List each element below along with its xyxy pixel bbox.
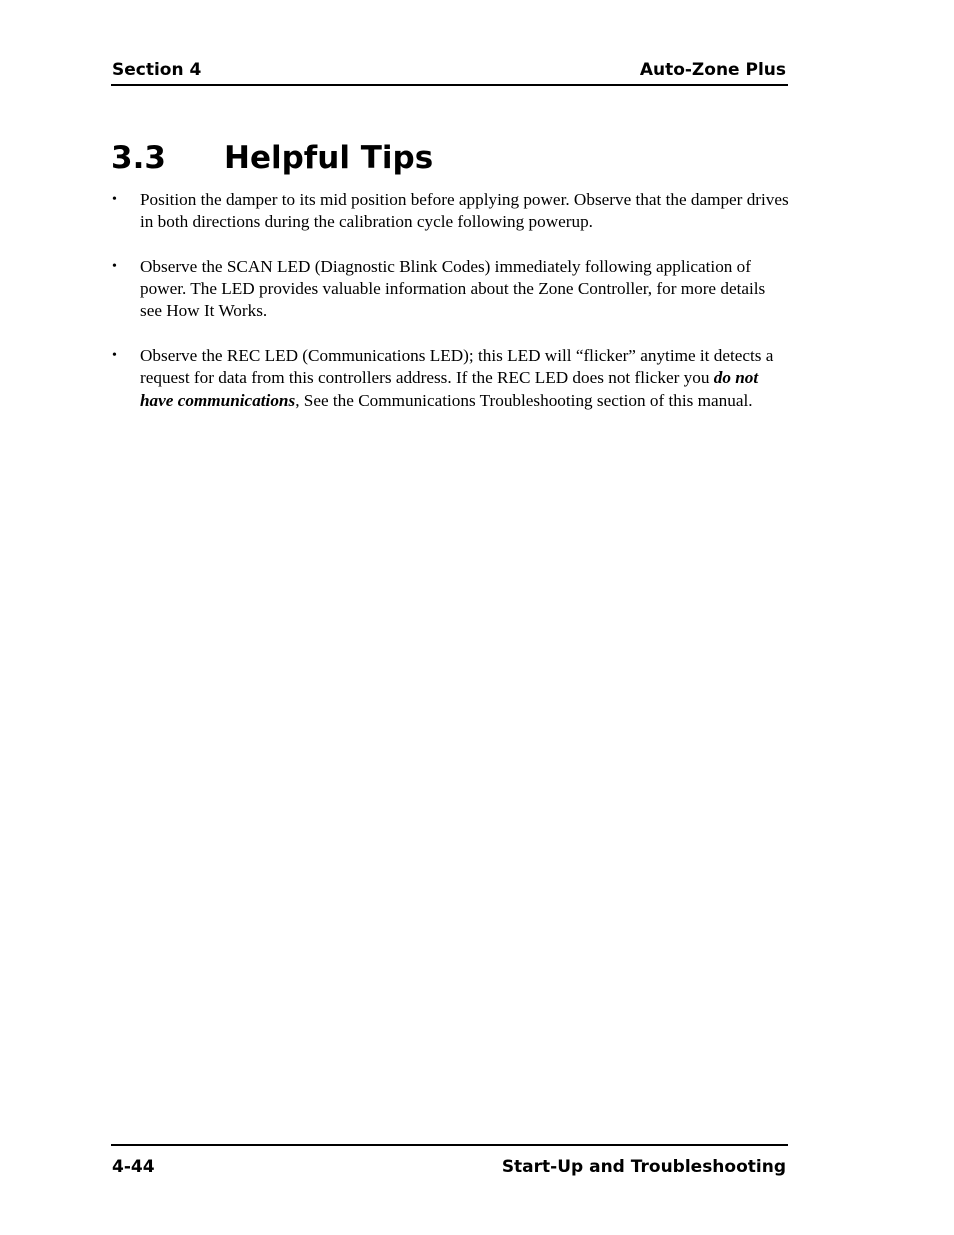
bullet-icon: • — [112, 192, 117, 207]
page-header — [111, 58, 788, 86]
heading-title: Helpful Tips — [224, 140, 434, 176]
bullet-icon: • — [112, 258, 117, 274]
tip-text-after: , See the Communications Troubleshooting section of this manual. — [295, 390, 753, 410]
page-footer — [111, 1144, 788, 1176]
list-item — [111, 256, 791, 323]
product-name: Auto-Zone Plus — [639, 60, 786, 80]
list-item — [111, 345, 791, 412]
chapter-title: Start-Up and Troubleshooting — [501, 1157, 786, 1177]
section-label: Section 4 — [112, 60, 202, 80]
page-number: 4-44 — [112, 1157, 155, 1177]
tip-text — [140, 346, 773, 410]
tips-list — [111, 189, 791, 434]
tip-emphasis: do not have communications — [140, 368, 759, 410]
heading-number: 3.3 — [111, 140, 166, 176]
tip-text: Observe the SCAN LED (Diagnostic Blink Codes) immediately following application of power. The LED provides valuable information about the Zone Controller, for more details see How It Works. — [140, 256, 766, 321]
tip-text-before: Observe the REC LED (Communications LED); this LED will “flicker” anytime it detects a request for data from this controllers address. If the REC LED does not flicker you — [140, 346, 774, 388]
bullet-icon: • — [112, 348, 117, 364]
list-item — [111, 189, 791, 234]
tip-text: Position the damper to its mid position before applying power. Observe that the damper drives in both directions during the calibration cycle following powerup. — [140, 190, 789, 232]
